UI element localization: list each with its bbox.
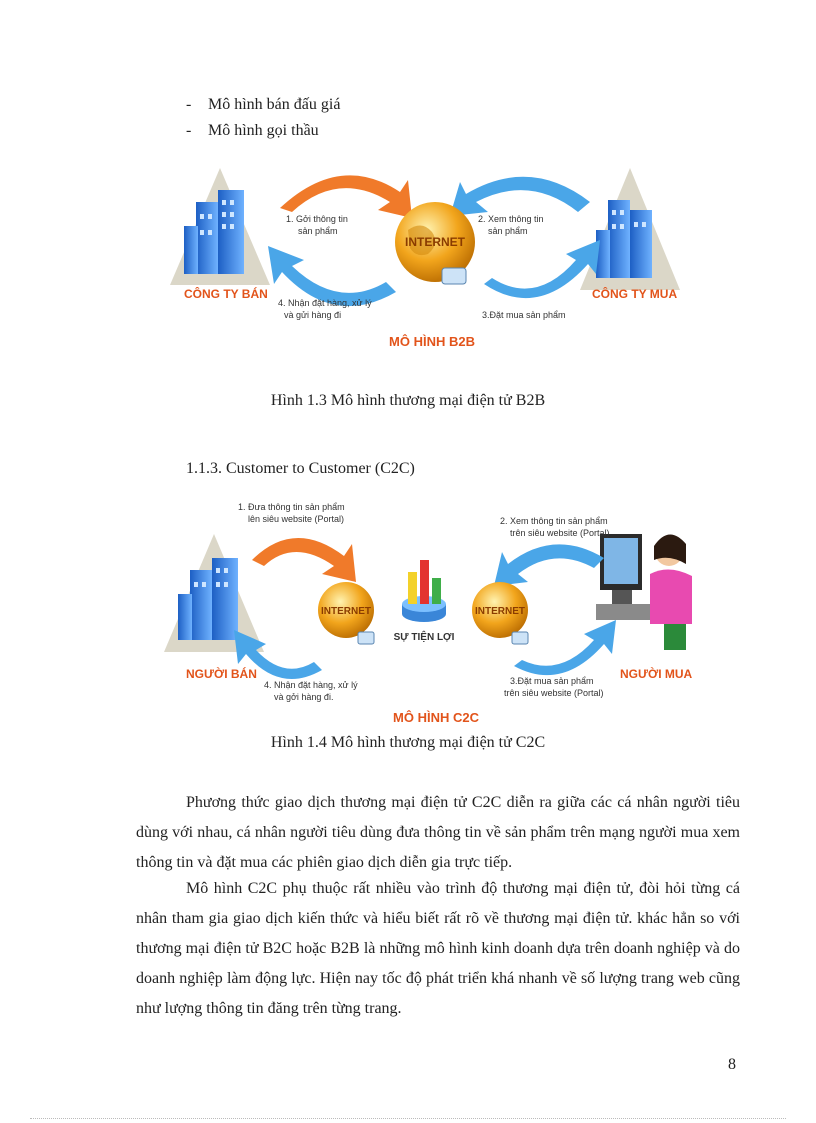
step-4-label: 4. Nhận đặt hàng, xử lý	[278, 298, 372, 308]
step-1-label: lên siêu website (Portal)	[248, 514, 345, 524]
arrow-right-icon	[514, 620, 616, 675]
diagram-title: MÔ HÌNH B2B	[389, 334, 475, 349]
seller-label: CÔNG TY BÁN	[184, 287, 268, 301]
c2c-diagram	[164, 494, 704, 726]
diagram-title: MÔ HÌNH C2C	[393, 710, 479, 725]
step-3-label: 3.Đặt mua sản phẩm	[482, 310, 566, 320]
step-4-label: và gởi hàng đi.	[274, 692, 334, 702]
internet-label: INTERNET	[321, 606, 371, 617]
arrow-right-icon	[280, 175, 412, 218]
figure-caption: Hình 1.3 Mô hình thương mại điện tử B2B	[270, 392, 546, 409]
arrow-right-icon	[252, 538, 356, 582]
step-2-label: sản phẩm	[488, 226, 528, 236]
step-1-label: sản phẩm	[298, 226, 338, 236]
buyer-label: CÔNG TY MUA	[592, 287, 678, 301]
step-3-label: 3.Đặt mua sản phẩm	[510, 676, 594, 686]
body-paragraph: Phương thức giao dịch thương mại điện tử C2C diễn ra giữa các cá nhân người tiêu dùng với nhau, cá nhân người tiêu dùng đưa thông tin về sản phẩm trên mạng người mua xem thông tin và đặt mua các phiên giao dịch diễn gia trực tiếp.	[136, 794, 740, 871]
convenience-label: SỰ TIỆN LỢI	[393, 632, 455, 643]
step-2-label: 2. Xem thông tin sản phẩm	[500, 516, 608, 526]
section-heading: 1.1.3. Customer to Customer (C2C)	[186, 460, 415, 477]
building-icon	[164, 534, 264, 652]
building-icon	[170, 168, 270, 285]
step-2-label: trên siêu website (Portal)	[510, 528, 610, 538]
buyer-label: NGƯỜI MUA	[620, 667, 693, 681]
step-4-label: 4. Nhận đặt hàng, xử lý	[264, 680, 358, 690]
internet-label: INTERNET	[475, 606, 525, 617]
bullet-item: - Mô hình gọi thầu	[186, 122, 319, 139]
step-4-label: và gửi hàng đi	[284, 310, 342, 320]
step-3-label: trên siêu website (Portal)	[504, 688, 604, 698]
convenience-chart-icon	[402, 560, 446, 622]
arrow-left-icon	[450, 177, 590, 216]
bullet-item: - Mô hình bán đấu giá	[186, 96, 341, 113]
step-2-label: 2. Xem thông tin	[478, 214, 544, 224]
b2b-diagram	[170, 160, 710, 360]
seller-label: NGƯỜI BÁN	[186, 667, 257, 681]
page-number: 8	[728, 1056, 736, 1073]
arrow-left-icon	[494, 544, 604, 586]
footer-divider	[30, 1118, 786, 1119]
step-1-label: 1. Đưa thông tin sản phẩm	[238, 502, 345, 512]
figure-caption: Hình 1.4 Mô hình thương mại điện tử C2C	[270, 734, 546, 751]
step-1-label: 1. Gởi thông tin	[286, 214, 348, 224]
body-paragraph: Mô hình C2C phụ thuộc rất nhiều vào trình độ thương mại điện tử, đòi hỏi từng cá nhân tham gia giao dịch kiến thức và hiểu biết rất rõ về thương mại điện tử. khác hẳn so với thương mại điện tử B2C hoặc B2B là những mô hình kinh doanh dựa trên doanh nghiệp và do doanh nghiệp làm động lực. Hiện nay tốc độ phát triển khá nhanh về số lượng trang web cũng như lượng thông tin đăng trên từng trang.	[136, 880, 740, 1017]
internet-label: INTERNET	[405, 235, 465, 249]
